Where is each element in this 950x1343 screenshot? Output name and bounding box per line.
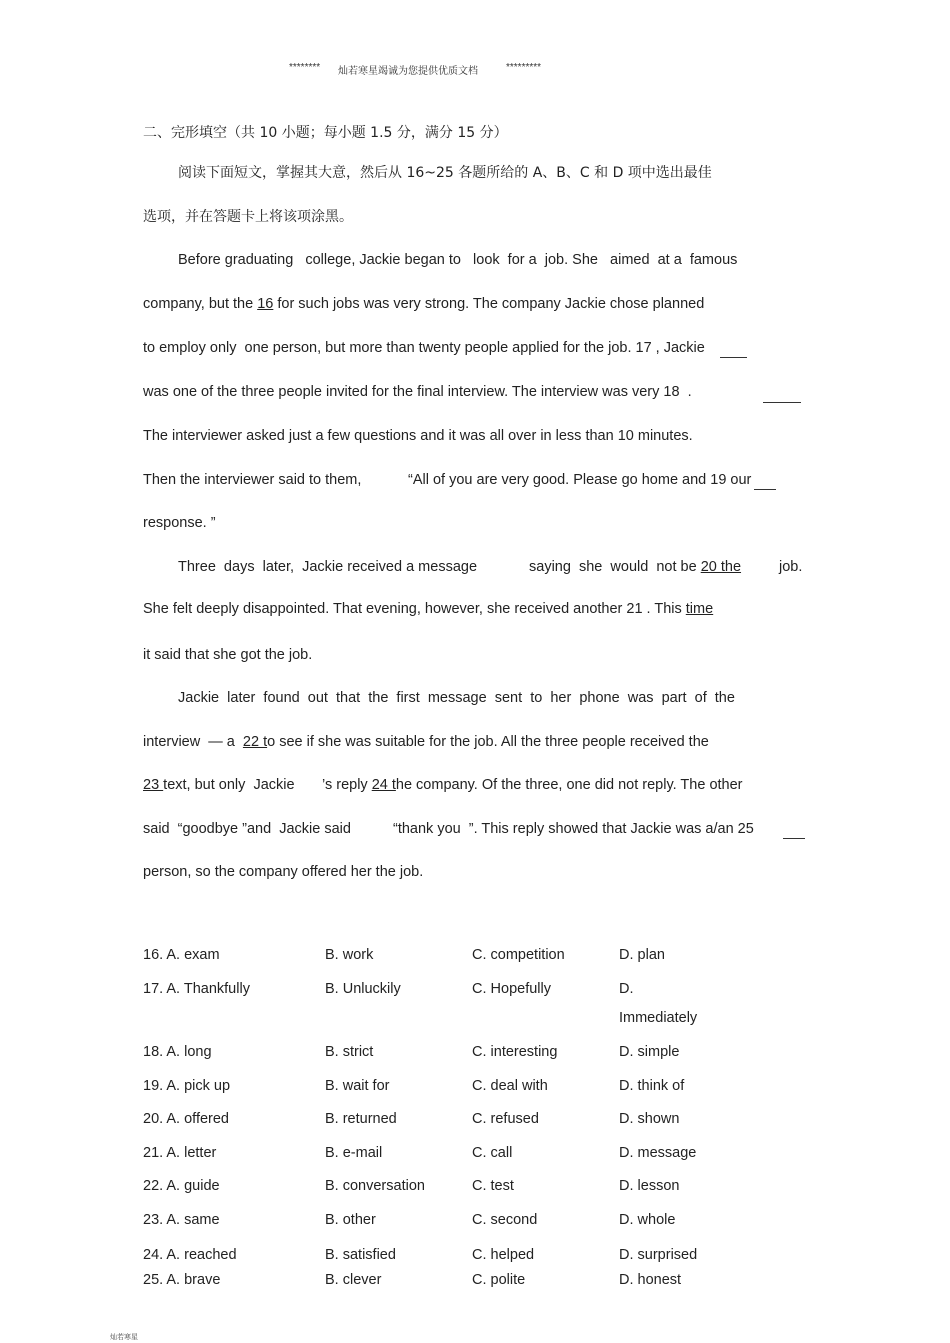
q24-option-c: C. helped	[472, 1247, 535, 1263]
passage-line-13a: 23 text, but only Jackie	[143, 777, 295, 793]
q18-option-c: C. interesting	[472, 1044, 558, 1060]
q25-option-c: C. polite	[472, 1272, 526, 1288]
q19-option-c: C. deal with	[472, 1078, 548, 1094]
q18-option-a: 18. A. long	[143, 1044, 212, 1060]
q17-option-b: B. Unluckily	[325, 981, 401, 997]
q19-option-b: B. wait for	[325, 1078, 390, 1094]
q20-option-c: C. refused	[472, 1111, 539, 1127]
passage-line-8c: job.	[779, 559, 803, 575]
q17-option-c: C. Hopefully	[472, 981, 551, 997]
q17-option-d-text: Immediately	[619, 1010, 698, 1026]
q24-option-a: 24. A. reached	[143, 1247, 237, 1263]
passage-line-5: The interviewer asked just a few questions and it was all over in less than 10 minutes.	[143, 428, 693, 444]
q21-option-b: B. e-mail	[325, 1145, 383, 1161]
passage-line-10: it said that she got the job.	[143, 647, 313, 663]
instructions-line-1: 阅读下面短文，掌握其大意，然后从 16~25 各题所给的 A、B、C 和 D 项中选出最佳	[178, 165, 712, 181]
q25-option-d: D. honest	[619, 1272, 682, 1288]
blank-21-word: time	[685, 601, 714, 617]
q18-option-d: D. simple	[619, 1044, 680, 1060]
passage-line-12: interview — a 22 to see if she was suitable for the job. All the three people received the	[143, 734, 709, 750]
passage-line-3: to employ only one person, but more than twenty people applied for the job. 17 , Jackie	[143, 340, 705, 356]
q24-option-b: B. satisfied	[325, 1247, 396, 1263]
q21-option-c: C. call	[472, 1145, 513, 1161]
q25-option-a: 25. A. brave	[143, 1272, 221, 1288]
passage-line-4: was one of the three people invited for the final interview. The interview was very 18 .	[143, 384, 692, 400]
q23-option-d: D. whole	[619, 1212, 676, 1228]
q24-option-d: D. surprised	[619, 1247, 698, 1263]
blank-line-18	[763, 401, 801, 403]
q22-option-d: D. lesson	[619, 1178, 680, 1194]
q25-option-b: B. clever	[325, 1272, 382, 1288]
passage-line-9: She felt deeply disappointed. That evening, however, she received another 21 . This time	[143, 601, 714, 617]
passage-line-6b: “All of you are very good. Please go home and 19 our	[408, 472, 752, 488]
q17-option-d: D.	[619, 981, 634, 997]
blank-20: 20 the	[700, 559, 742, 575]
instructions-line-2: 选项，并在答题卡上将该项涂黑。	[143, 209, 353, 225]
q16-option-a: 16. A. exam	[143, 947, 220, 963]
blank-line-25	[783, 837, 805, 839]
passage-line-6a: Then the interviewer said to them,	[143, 472, 362, 488]
passage-line-8b: saying she would not be 20 the	[529, 559, 742, 575]
footer-text: 灿若寒星	[110, 1333, 138, 1341]
passage-line-7: response. ”	[143, 515, 216, 531]
q20-option-b: B. returned	[325, 1111, 397, 1127]
q22-option-b: B. conversation	[325, 1178, 425, 1194]
q16-option-d: D. plan	[619, 947, 665, 963]
q17-option-a: 17. A. Thankfully	[143, 981, 250, 997]
q19-option-d: D. think of	[619, 1078, 685, 1094]
passage-line-8a: Three days later, Jackie received a message	[178, 559, 478, 575]
passage-line-13b: ’s reply 24 the company. Of the three, one did not reply. The other	[322, 777, 743, 793]
header-stars-right: *********	[506, 62, 542, 73]
passage-line-14b: “thank you ”. This reply showed that Jackie was a/an 25	[393, 821, 754, 837]
q16-option-c: C. competition	[472, 947, 565, 963]
blank-22: 22 t	[242, 734, 268, 750]
blank-line-17	[720, 356, 747, 358]
header-stars-left: ********	[289, 62, 321, 73]
q22-option-c: C. test	[472, 1178, 514, 1194]
passage-line-11: Jackie later found out that the first message sent to her phone was part of the	[178, 690, 735, 706]
q18-option-b: B. strict	[325, 1044, 374, 1060]
q23-option-c: C. second	[472, 1212, 538, 1228]
blank-23: 23	[143, 777, 164, 793]
q20-option-d: D. shown	[619, 1111, 680, 1127]
passage-line-15: person, so the company offered her the job.	[143, 864, 424, 880]
header-title: 灿若寒星竭诚为您提供优质文档	[338, 66, 478, 77]
blank-24: 24 t	[371, 777, 396, 793]
passage-line-14a: said “goodbye ”and Jackie said	[143, 821, 351, 837]
passage-line-1: Before graduating college, Jackie began to look for a job. She aimed at a famous	[178, 252, 738, 268]
q19-option-a: 19. A. pick up	[143, 1078, 231, 1094]
blank-16: 16	[257, 296, 274, 312]
q22-option-a: 22. A. guide	[143, 1178, 220, 1194]
q21-option-d: D. message	[619, 1145, 697, 1161]
blank-line-19	[754, 488, 776, 490]
q21-option-a: 21. A. letter	[143, 1145, 217, 1161]
section-title: 二、完形填空（共 10 小题；每小题 1.5 分，满分 15 分）	[143, 125, 508, 141]
q23-option-a: 23. A. same	[143, 1212, 220, 1228]
q16-option-b: B. work	[325, 947, 374, 963]
q23-option-b: B. other	[325, 1212, 376, 1228]
passage-line-2: company, but the 16 for such jobs was very strong. The company Jackie chose planned	[143, 296, 705, 312]
q20-option-a: 20. A. offered	[143, 1111, 229, 1127]
